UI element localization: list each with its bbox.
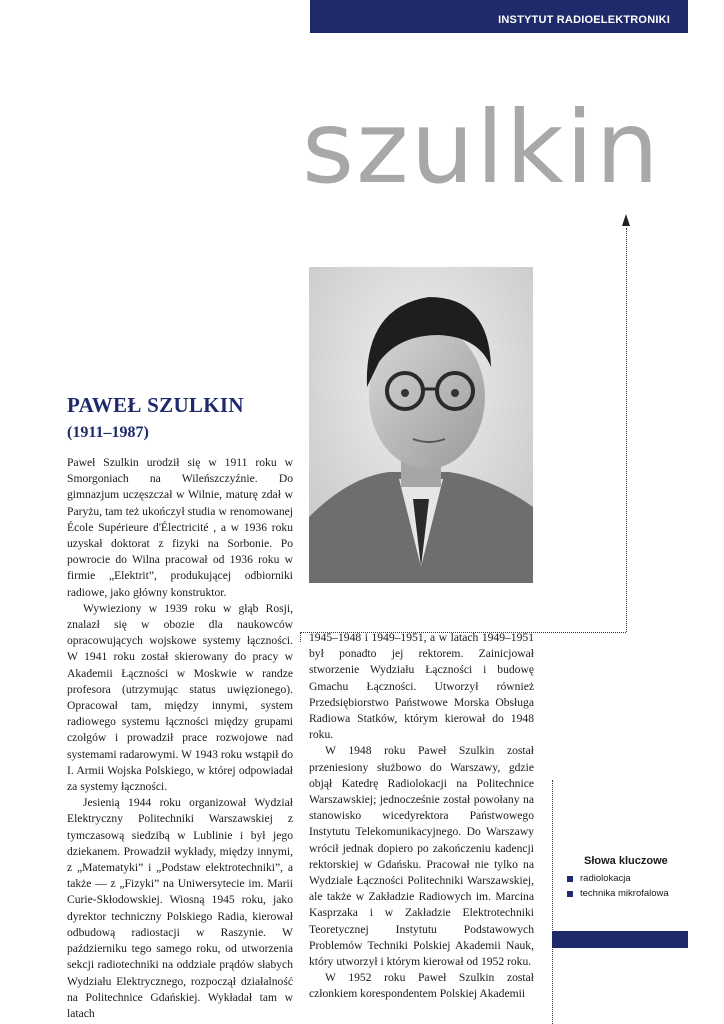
keyword-item — [567, 886, 669, 901]
article-title: PAWEŁ SZULKIN — [67, 393, 244, 417]
text-column-left — [67, 455, 293, 1022]
arrow-up-icon — [622, 214, 630, 226]
square-bullet-icon — [567, 876, 573, 882]
keyword-label: technika mikrofalowa — [580, 888, 669, 899]
keyword-label: radiolokacja — [580, 873, 631, 884]
footer-bar — [552, 931, 688, 948]
paragraph: Jesienią 1944 roku organizował Wydział Elektryczny Politechniki Warszawskiej z tymczasową siedzibą w Lublinie i był jego dziekanem. Prowadził wykłady, między innymi, z „Matematyki” i „Podstaw elektrotechniki”, a także — z „Fizyki” na Uniwersytecie im. Marii Curie-Skłodowskiej. Wiosną 1945 roku, jako dyrektor techniczny Polskiego Radia, kierował odbudową radiostacji w Raszynie. W październiku tego samego roku, od utworzenia sekcji radiotechniki na oddziale prądów słabych Wydziału Elektrycznego, rozpoczął działalność na Politechnice Gdańskiej. Wykładał tam w latach — [67, 796, 293, 1020]
paragraph: 1945–1948 i 1949–1951, a w latach 1949–1951 był ponadto jej rektorem. Zainicjował stworzenie Wydziału Łączności i budowę Gmachu Łączności. Utworzył również Przedsiębiorstwo Państwowe Morska Obsługa Radiowa Statków, którym kierował do 1948 roku. — [309, 631, 534, 742]
article-dates: (1911–1987) — [67, 424, 149, 441]
paragraph: W 1948 roku Paweł Szulkin został przeniesiony służbowo do Warszawy, gdzie objął Katedrę Radiolokacji na Politechnice Warszawskiej; jednocześnie został powołany na stanowisko wicedyrektora Państwowego Instytutu Telekomunikacyjnego. Do Warszawy wrócił jednak dopiero po zakończeniu kadencji rektorskiej w Gdańsku. Pracował nie tylko na Wydziale Łączności Politechniki Warszawskiej, ale także w Zakładzie Radiowych im. Marcina Kasprzaka i w Zakładzie Elektrotechniki Teoretycznej Instytutu Podstawowych Problemów Techniki Polskiej Akademii Nauk, który utworzył i którym kierował od 1952 roku. — [309, 744, 534, 969]
big-surname: szulkin — [302, 89, 661, 206]
square-bullet-icon — [567, 891, 573, 897]
keyword-item — [567, 871, 669, 886]
dotted-guide-sidebar — [552, 780, 553, 1024]
dotted-guide-tick — [300, 632, 301, 642]
keywords-title: Słowa kluczowe — [584, 855, 668, 867]
paragraph: W 1952 roku Paweł Szulkin został członkiem korespondentem Polskiej Akademii — [309, 971, 534, 1001]
keywords-list — [567, 871, 669, 901]
paragraph: Wywieziony w 1939 roku w głąb Rosji, znalazł się w obozie dla naukowców opracowujących wojskowe systemy łączności. W 1941 roku został skierowany do pracy w Akademii Łączności w Moskwie w randze profesora (utrzymując status uwięzionego). Opracował tam, między innymi, system radiowego systemu łączności między grupami czołgów i prowadził prace rozwojowe nad systemami radarowymi. W 1943 roku wstąpił do I. Armii Wojska Polskiego, w której odpowiadał za systemy łączności. — [67, 601, 293, 794]
header-bar — [310, 0, 688, 33]
paragraph: Paweł Szulkin urodził się w 1911 roku w Smorgoniach na Wileńszczyźnie. Do gimnazjum uczęszczał w Wilnie, maturę zdał w Paryżu, tam też ukończył studia w renomowanej École Supérieure d'Électricité , a w 1936 roku uzyskał doktorat z fizyki na Sorbonie. Po powrocie do Wilna pracował od 1936 roku w firmie „Elektrit”, produkującej odbiorniki radiowe, jako główny konstruktor. — [67, 456, 293, 599]
dotted-guide-vertical — [626, 228, 627, 632]
institute-label: INSTYTUT RADIOELEKTRONIKI — [498, 14, 670, 26]
portrait-photo — [309, 267, 533, 583]
text-column-right — [309, 630, 534, 1003]
